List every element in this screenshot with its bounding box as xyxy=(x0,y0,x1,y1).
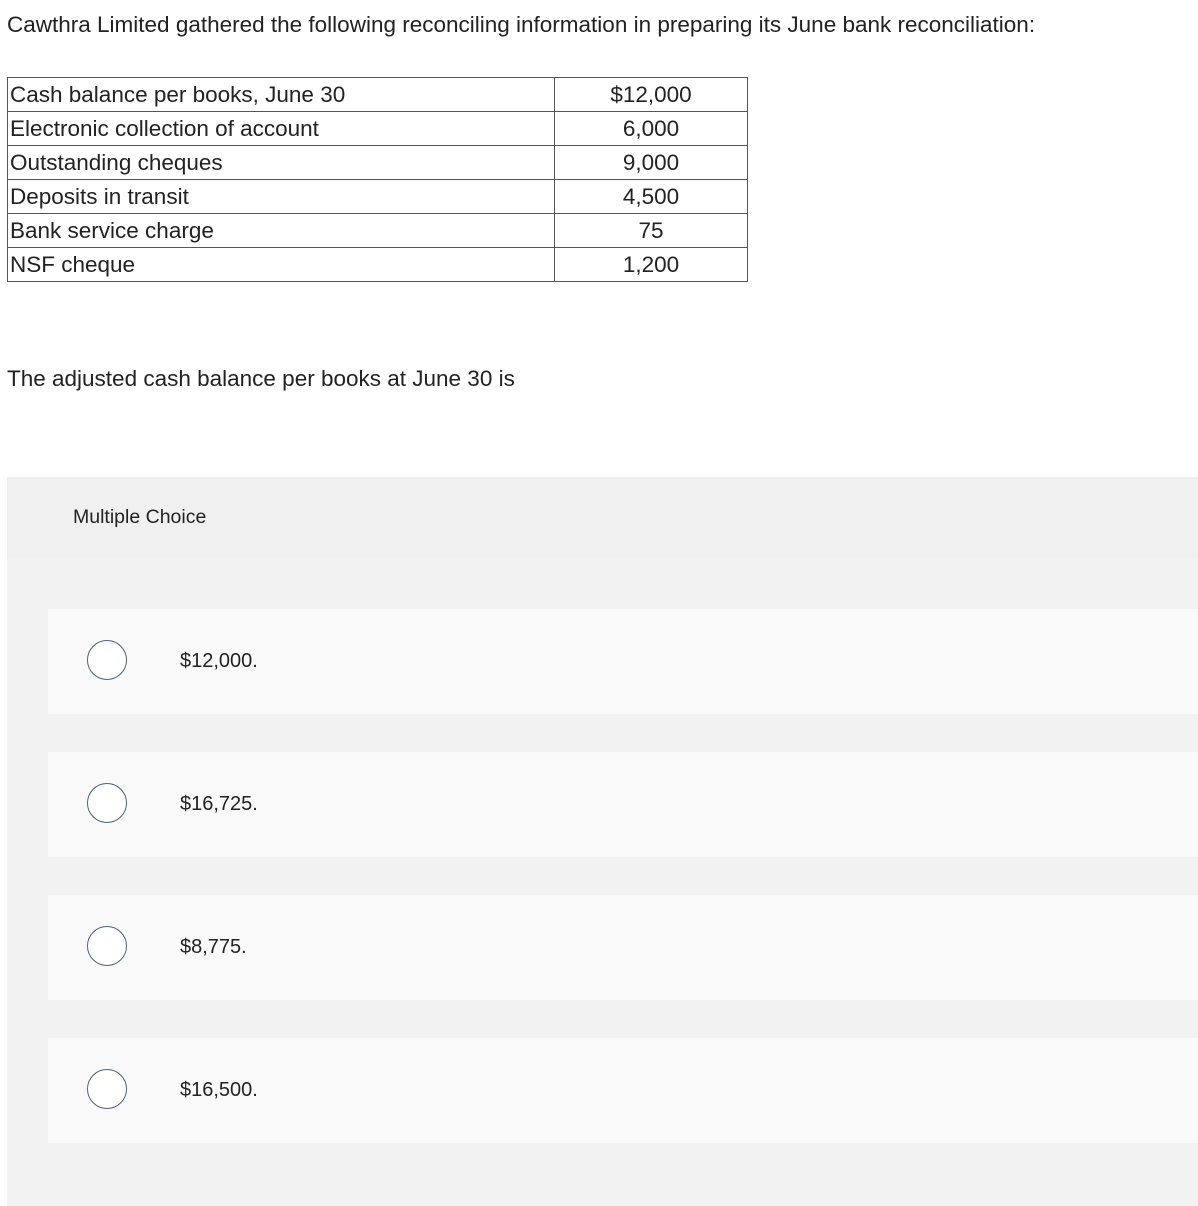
radio-button[interactable] xyxy=(87,640,127,680)
row-label: Deposits in transit xyxy=(8,180,555,214)
multiple-choice-title: Multiple Choice xyxy=(73,506,207,528)
answer-option-3[interactable] xyxy=(48,895,1198,1000)
answer-option-1[interactable] xyxy=(48,609,1198,714)
multiple-choice-panel xyxy=(7,477,1198,1206)
multiple-choice-header xyxy=(7,477,1198,557)
answer-option-2[interactable] xyxy=(48,752,1198,857)
reconciliation-table xyxy=(7,77,748,282)
row-amount: 4,500 xyxy=(555,180,748,214)
option-label: $8,775. xyxy=(180,936,247,958)
row-amount: 1,200 xyxy=(555,248,748,282)
table-row xyxy=(8,214,748,248)
radio-button[interactable] xyxy=(87,926,127,966)
problem-intro: Cawthra Limited gathered the following reconciling information in preparing its June bank reconciliation: xyxy=(7,12,1036,37)
row-label: Bank service charge xyxy=(8,214,555,248)
row-label: Outstanding cheques xyxy=(8,146,555,180)
table-row xyxy=(8,146,748,180)
row-amount: 6,000 xyxy=(555,112,748,146)
radio-button[interactable] xyxy=(87,1069,127,1109)
row-label: Cash balance per books, June 30 xyxy=(8,78,555,112)
row-label: NSF cheque xyxy=(8,248,555,282)
row-amount: $12,000 xyxy=(555,78,748,112)
row-amount: 9,000 xyxy=(555,146,748,180)
row-label: Electronic collection of account xyxy=(8,112,555,146)
option-label: $16,725. xyxy=(180,793,258,815)
option-label: $12,000. xyxy=(180,650,258,672)
option-label: $16,500. xyxy=(180,1079,258,1101)
answer-option-4[interactable] xyxy=(48,1038,1198,1143)
table-row xyxy=(8,180,748,214)
question-prompt: The adjusted cash balance per books at June 30 is xyxy=(7,366,515,391)
table-row xyxy=(8,78,748,112)
table-row xyxy=(8,248,748,282)
radio-button[interactable] xyxy=(87,783,127,823)
row-amount: 75 xyxy=(555,214,748,248)
table-row xyxy=(8,112,748,146)
